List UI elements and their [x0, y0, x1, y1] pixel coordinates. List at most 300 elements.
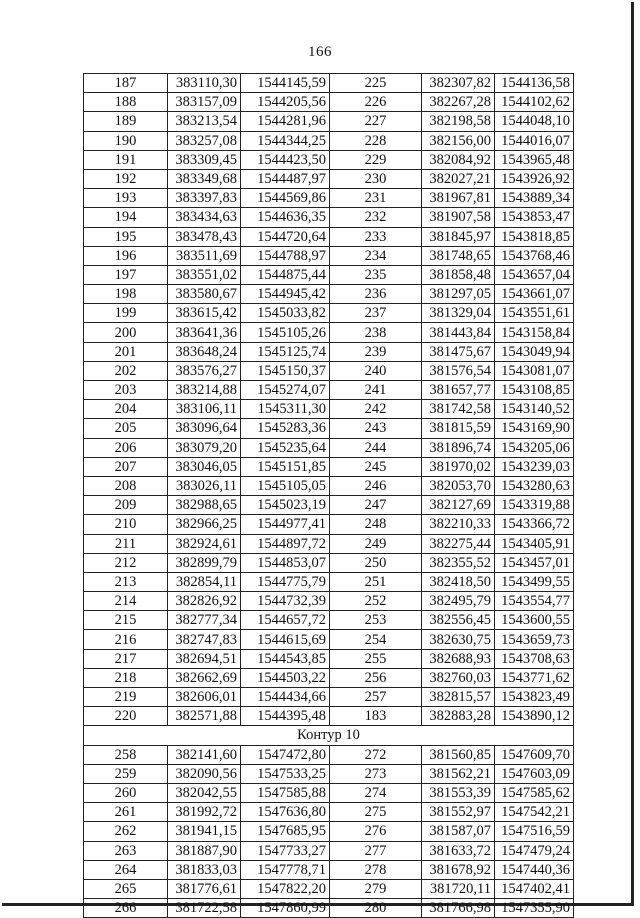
point-number: 218	[84, 668, 168, 687]
x-coordinate: 382556,45	[422, 611, 495, 630]
x-coordinate: 381833,03	[168, 860, 241, 879]
table-row	[84, 265, 574, 284]
table-body-part2	[84, 745, 574, 918]
contour-heading: Контур 10	[84, 726, 574, 745]
coordinates-table	[83, 73, 574, 918]
x-coordinate: 382815,57	[422, 688, 495, 707]
point-number: 245	[330, 457, 422, 476]
y-coordinate: 1543158,84	[495, 323, 574, 342]
x-coordinate: 383079,20	[168, 438, 241, 457]
point-number: 238	[330, 323, 422, 342]
y-coordinate: 1544775,79	[241, 572, 330, 591]
point-number: 228	[330, 131, 422, 150]
x-coordinate: 383576,27	[168, 361, 241, 380]
x-coordinate: 381967,81	[422, 189, 495, 208]
y-coordinate: 1543140,52	[495, 400, 574, 419]
x-coordinate: 382924,61	[168, 534, 241, 553]
x-coordinate: 382418,50	[422, 572, 495, 591]
point-number: 198	[84, 285, 168, 304]
point-number: 237	[330, 304, 422, 323]
table-row	[84, 112, 574, 131]
x-coordinate: 383641,36	[168, 323, 241, 342]
y-coordinate: 1543049,94	[495, 342, 574, 361]
point-number: 255	[330, 649, 422, 668]
y-coordinate: 1547479,24	[495, 841, 574, 860]
x-coordinate: 381748,65	[422, 246, 495, 265]
y-coordinate: 1543554,77	[495, 592, 574, 611]
point-number: 215	[84, 611, 168, 630]
x-coordinate: 382777,34	[168, 611, 241, 630]
y-coordinate: 1544434,66	[241, 688, 330, 707]
point-number: 195	[84, 227, 168, 246]
y-coordinate: 1544720,64	[241, 227, 330, 246]
y-coordinate: 1544615,69	[241, 630, 330, 649]
x-coordinate: 382899,79	[168, 553, 241, 572]
point-number: 280	[330, 899, 422, 918]
point-number: 192	[84, 169, 168, 188]
y-coordinate: 1543169,90	[495, 419, 574, 438]
y-coordinate: 1544853,07	[241, 553, 330, 572]
y-coordinate: 1544945,42	[241, 285, 330, 304]
point-number: 212	[84, 553, 168, 572]
y-coordinate: 1547585,88	[241, 783, 330, 802]
y-coordinate: 1547533,25	[241, 764, 330, 783]
y-coordinate: 1543081,07	[495, 361, 574, 380]
x-coordinate: 382127,69	[422, 496, 495, 515]
point-number: 276	[330, 822, 422, 841]
x-coordinate: 382267,28	[422, 93, 495, 112]
table-row	[84, 592, 574, 611]
y-coordinate: 1543659,73	[495, 630, 574, 649]
y-coordinate: 1543405,91	[495, 534, 574, 553]
x-coordinate: 382053,70	[422, 476, 495, 495]
point-number: 236	[330, 285, 422, 304]
x-coordinate: 381678,92	[422, 860, 495, 879]
table-row	[84, 860, 574, 879]
x-coordinate: 383096,64	[168, 419, 241, 438]
x-coordinate: 381562,21	[422, 764, 495, 783]
table-row	[84, 208, 574, 227]
y-coordinate: 1543823,49	[495, 688, 574, 707]
point-number: 246	[330, 476, 422, 495]
point-number: 264	[84, 860, 168, 879]
y-coordinate: 1544281,96	[241, 112, 330, 131]
table-row	[84, 361, 574, 380]
y-coordinate: 1544102,62	[495, 93, 574, 112]
y-coordinate: 1543600,55	[495, 611, 574, 630]
point-number: 219	[84, 688, 168, 707]
y-coordinate: 1547355,90	[495, 899, 574, 918]
point-number: 258	[84, 745, 168, 764]
y-coordinate: 1545125,74	[241, 342, 330, 361]
table-row	[84, 476, 574, 495]
point-number: 191	[84, 150, 168, 169]
point-number: 252	[330, 592, 422, 611]
y-coordinate: 1544395,48	[241, 707, 330, 726]
table-row	[84, 899, 574, 918]
table-row	[84, 822, 574, 841]
table-row	[84, 783, 574, 802]
point-number: 231	[330, 189, 422, 208]
x-coordinate: 381587,07	[422, 822, 495, 841]
point-number: 273	[330, 764, 422, 783]
point-number: 259	[84, 764, 168, 783]
x-coordinate: 381776,61	[168, 879, 241, 898]
table-row	[84, 879, 574, 898]
point-number: 220	[84, 707, 168, 726]
point-number: 205	[84, 419, 168, 438]
table-row	[84, 611, 574, 630]
y-coordinate: 1547778,71	[241, 860, 330, 879]
point-number: 201	[84, 342, 168, 361]
table-row	[84, 227, 574, 246]
y-coordinate: 1545151,85	[241, 457, 330, 476]
point-number: 253	[330, 611, 422, 630]
x-coordinate: 382688,93	[422, 649, 495, 668]
y-coordinate: 1543499,55	[495, 572, 574, 591]
table-row	[84, 764, 574, 783]
table-row	[84, 246, 574, 265]
y-coordinate: 1544977,41	[241, 515, 330, 534]
x-coordinate: 381657,77	[422, 381, 495, 400]
table-row	[84, 74, 574, 93]
x-coordinate: 382760,03	[422, 668, 495, 687]
x-coordinate: 381633,72	[422, 841, 495, 860]
y-coordinate: 1547685,95	[241, 822, 330, 841]
y-coordinate: 1544543,85	[241, 649, 330, 668]
point-number: 189	[84, 112, 168, 131]
y-coordinate: 1543890,12	[495, 707, 574, 726]
y-coordinate: 1547542,21	[495, 803, 574, 822]
table-row	[84, 649, 574, 668]
y-coordinate: 1543708,63	[495, 649, 574, 668]
x-coordinate: 382694,51	[168, 649, 241, 668]
point-number: 196	[84, 246, 168, 265]
table-row	[84, 534, 574, 553]
y-coordinate: 1544423,50	[241, 150, 330, 169]
point-number: 206	[84, 438, 168, 457]
point-number: 263	[84, 841, 168, 860]
table-row	[84, 707, 574, 726]
x-coordinate: 382307,82	[422, 74, 495, 93]
y-coordinate: 1544016,07	[495, 131, 574, 150]
contour-section	[84, 726, 574, 745]
point-number: 183	[330, 707, 422, 726]
x-coordinate: 381722,58	[168, 899, 241, 918]
x-coordinate: 383213,54	[168, 112, 241, 131]
point-number: 266	[84, 899, 168, 918]
y-coordinate: 1547636,80	[241, 803, 330, 822]
x-coordinate: 381941,15	[168, 822, 241, 841]
y-coordinate: 1545283,36	[241, 419, 330, 438]
x-coordinate: 383648,24	[168, 342, 241, 361]
point-number: 232	[330, 208, 422, 227]
y-coordinate: 1547440,36	[495, 860, 574, 879]
x-coordinate: 381576,54	[422, 361, 495, 380]
point-number: 203	[84, 381, 168, 400]
y-coordinate: 1543239,03	[495, 457, 574, 476]
y-coordinate: 1545023,19	[241, 496, 330, 515]
y-coordinate: 1543457,01	[495, 553, 574, 572]
x-coordinate: 383615,42	[168, 304, 241, 323]
x-coordinate: 381907,58	[422, 208, 495, 227]
y-coordinate: 1544048,10	[495, 112, 574, 131]
x-coordinate: 383551,02	[168, 265, 241, 284]
point-number: 199	[84, 304, 168, 323]
x-coordinate: 382606,01	[168, 688, 241, 707]
y-coordinate: 1544487,97	[241, 169, 330, 188]
x-coordinate: 383397,83	[168, 189, 241, 208]
point-number: 204	[84, 400, 168, 419]
table-row	[84, 496, 574, 515]
point-number: 239	[330, 342, 422, 361]
x-coordinate: 381766,98	[422, 899, 495, 918]
x-coordinate: 382854,11	[168, 572, 241, 591]
x-coordinate: 381887,90	[168, 841, 241, 860]
y-coordinate: 1544136,58	[495, 74, 574, 93]
x-coordinate: 382966,25	[168, 515, 241, 534]
x-coordinate: 381845,97	[422, 227, 495, 246]
x-coordinate: 382747,83	[168, 630, 241, 649]
y-coordinate: 1543853,47	[495, 208, 574, 227]
table-row	[84, 169, 574, 188]
y-coordinate: 1543771,62	[495, 668, 574, 687]
x-coordinate: 382275,44	[422, 534, 495, 553]
table-row	[84, 668, 574, 687]
point-number: 277	[330, 841, 422, 860]
point-number: 275	[330, 803, 422, 822]
x-coordinate: 381552,97	[422, 803, 495, 822]
point-number: 262	[84, 822, 168, 841]
point-number: 210	[84, 515, 168, 534]
y-coordinate: 1547733,27	[241, 841, 330, 860]
y-coordinate: 1547860,99	[241, 899, 330, 918]
y-coordinate: 1547603,09	[495, 764, 574, 783]
y-coordinate: 1545235,64	[241, 438, 330, 457]
y-coordinate: 1544344,25	[241, 131, 330, 150]
point-number: 251	[330, 572, 422, 591]
x-coordinate: 382042,55	[168, 783, 241, 802]
y-coordinate: 1545150,37	[241, 361, 330, 380]
x-coordinate: 381475,67	[422, 342, 495, 361]
y-coordinate: 1547609,70	[495, 745, 574, 764]
x-coordinate: 381443,84	[422, 323, 495, 342]
table-row	[84, 304, 574, 323]
y-coordinate: 1543661,07	[495, 285, 574, 304]
x-coordinate: 381858,48	[422, 265, 495, 284]
table-row	[84, 745, 574, 764]
x-coordinate: 382630,75	[422, 630, 495, 649]
table-row	[84, 438, 574, 457]
x-coordinate: 383580,67	[168, 285, 241, 304]
y-coordinate: 1543366,72	[495, 515, 574, 534]
x-coordinate: 382141,60	[168, 745, 241, 764]
point-number: 261	[84, 803, 168, 822]
y-coordinate: 1543768,46	[495, 246, 574, 265]
point-number: 254	[330, 630, 422, 649]
y-coordinate: 1544897,72	[241, 534, 330, 553]
y-coordinate: 1544657,72	[241, 611, 330, 630]
table-row	[84, 131, 574, 150]
y-coordinate: 1544145,59	[241, 74, 330, 93]
point-number: 272	[330, 745, 422, 764]
y-coordinate: 1543657,04	[495, 265, 574, 284]
table-row	[84, 150, 574, 169]
point-number: 279	[330, 879, 422, 898]
table-row	[84, 515, 574, 534]
x-coordinate: 381896,74	[422, 438, 495, 457]
y-coordinate: 1547472,80	[241, 745, 330, 764]
x-coordinate: 383046,05	[168, 457, 241, 476]
x-coordinate: 381560,85	[422, 745, 495, 764]
y-coordinate: 1545311,30	[241, 400, 330, 419]
x-coordinate: 383257,08	[168, 131, 241, 150]
y-coordinate: 1544732,39	[241, 592, 330, 611]
x-coordinate: 383026,11	[168, 476, 241, 495]
x-coordinate: 381329,04	[422, 304, 495, 323]
point-number: 193	[84, 189, 168, 208]
x-coordinate: 383511,69	[168, 246, 241, 265]
y-coordinate: 1545274,07	[241, 381, 330, 400]
point-number: 200	[84, 323, 168, 342]
point-number: 197	[84, 265, 168, 284]
table-row	[84, 572, 574, 591]
x-coordinate: 382883,28	[422, 707, 495, 726]
point-number: 208	[84, 476, 168, 495]
y-coordinate: 1544205,56	[241, 93, 330, 112]
x-coordinate: 382988,65	[168, 496, 241, 515]
table-row	[84, 553, 574, 572]
point-number: 278	[330, 860, 422, 879]
point-number: 241	[330, 381, 422, 400]
y-coordinate: 1544503,22	[241, 668, 330, 687]
table-row	[84, 381, 574, 400]
x-coordinate: 381992,72	[168, 803, 241, 822]
x-coordinate: 383110,30	[168, 74, 241, 93]
table-row	[84, 419, 574, 438]
point-number: 248	[330, 515, 422, 534]
x-coordinate: 383214,88	[168, 381, 241, 400]
point-number: 256	[330, 668, 422, 687]
x-coordinate: 382355,52	[422, 553, 495, 572]
y-coordinate: 1544636,35	[241, 208, 330, 227]
x-coordinate: 382495,79	[422, 592, 495, 611]
point-number: 265	[84, 879, 168, 898]
y-coordinate: 1547402,41	[495, 879, 574, 898]
y-coordinate: 1543280,63	[495, 476, 574, 495]
x-coordinate: 383309,45	[168, 150, 241, 169]
x-coordinate: 382084,92	[422, 150, 495, 169]
point-number: 229	[330, 150, 422, 169]
y-coordinate: 1543551,61	[495, 304, 574, 323]
y-coordinate: 1544875,44	[241, 265, 330, 284]
point-number: 274	[330, 783, 422, 802]
contour-heading-row	[84, 726, 574, 745]
table-row	[84, 803, 574, 822]
x-coordinate: 383434,63	[168, 208, 241, 227]
table-row	[84, 342, 574, 361]
x-coordinate: 382571,88	[168, 707, 241, 726]
y-coordinate: 1547516,59	[495, 822, 574, 841]
point-number: 230	[330, 169, 422, 188]
table-body-part1	[84, 74, 574, 726]
x-coordinate: 383478,43	[168, 227, 241, 246]
x-coordinate: 381297,05	[422, 285, 495, 304]
point-number: 194	[84, 208, 168, 227]
y-coordinate: 1547585,62	[495, 783, 574, 802]
x-coordinate: 382090,56	[168, 764, 241, 783]
point-number: 233	[330, 227, 422, 246]
point-number: 207	[84, 457, 168, 476]
x-coordinate: 382198,58	[422, 112, 495, 131]
x-coordinate: 382826,92	[168, 592, 241, 611]
y-coordinate: 1545033,82	[241, 304, 330, 323]
table-row	[84, 688, 574, 707]
y-coordinate: 1547822,20	[241, 879, 330, 898]
y-coordinate: 1545105,05	[241, 476, 330, 495]
point-number: 213	[84, 572, 168, 591]
point-number: 247	[330, 496, 422, 515]
y-coordinate: 1543108,85	[495, 381, 574, 400]
table-row	[84, 285, 574, 304]
table-row	[84, 630, 574, 649]
x-coordinate: 382662,69	[168, 668, 241, 687]
x-coordinate: 381815,59	[422, 419, 495, 438]
point-number: 226	[330, 93, 422, 112]
table-row	[84, 841, 574, 860]
y-coordinate: 1543926,92	[495, 169, 574, 188]
point-number: 211	[84, 534, 168, 553]
table-row	[84, 93, 574, 112]
y-coordinate: 1543818,85	[495, 227, 574, 246]
x-coordinate: 383106,11	[168, 400, 241, 419]
point-number: 225	[330, 74, 422, 93]
point-number: 234	[330, 246, 422, 265]
x-coordinate: 383157,09	[168, 93, 241, 112]
y-coordinate: 1545105,26	[241, 323, 330, 342]
x-coordinate: 382027,21	[422, 169, 495, 188]
point-number: 260	[84, 783, 168, 802]
point-number: 216	[84, 630, 168, 649]
point-number: 214	[84, 592, 168, 611]
x-coordinate: 382210,33	[422, 515, 495, 534]
point-number: 240	[330, 361, 422, 380]
table-row	[84, 189, 574, 208]
point-number: 242	[330, 400, 422, 419]
point-number: 202	[84, 361, 168, 380]
point-number: 244	[330, 438, 422, 457]
point-number: 227	[330, 112, 422, 131]
point-number: 235	[330, 265, 422, 284]
x-coordinate: 382156,00	[422, 131, 495, 150]
point-number: 190	[84, 131, 168, 150]
y-coordinate: 1544788,97	[241, 246, 330, 265]
point-number: 187	[84, 74, 168, 93]
point-number: 209	[84, 496, 168, 515]
y-coordinate: 1543319,88	[495, 496, 574, 515]
table-row	[84, 323, 574, 342]
x-coordinate: 383349,68	[168, 169, 241, 188]
point-number: 250	[330, 553, 422, 572]
y-coordinate: 1543965,48	[495, 150, 574, 169]
point-number: 249	[330, 534, 422, 553]
y-coordinate: 1543889,34	[495, 189, 574, 208]
point-number: 188	[84, 93, 168, 112]
point-number: 257	[330, 688, 422, 707]
point-number: 243	[330, 419, 422, 438]
table-row	[84, 400, 574, 419]
table-row	[84, 457, 574, 476]
